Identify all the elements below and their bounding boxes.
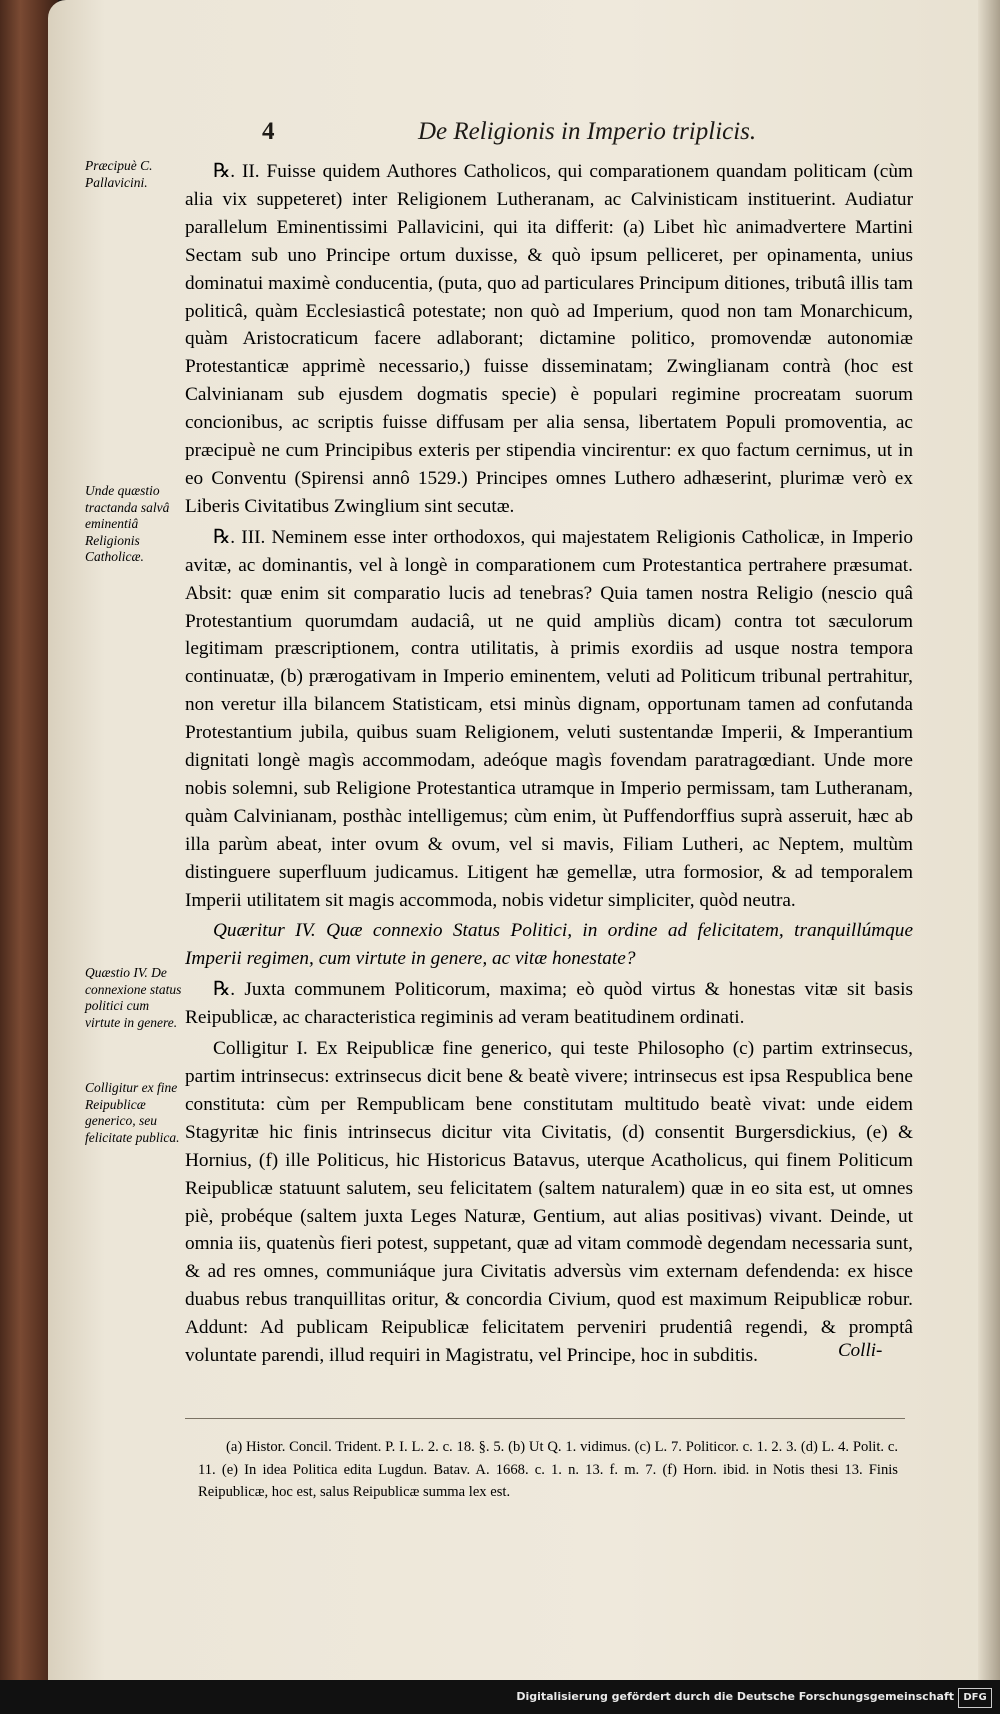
footnote-rule — [185, 1418, 905, 1419]
running-title: De Religionis in Imperio triplicis. — [418, 118, 757, 145]
funding-credit: Digitalisierung gefördert durch die Deutsche Forschungsgemeinschaft — [516, 1690, 954, 1703]
paragraph-response: ℞. Juxta communem Politicorum, maxima; eò quòd virtus & honestas vitæ sit basis Reipublicæ, ac characteristica regiminis ad veram beatitudinem ordinati. — [185, 979, 913, 1029]
page-number: 4 — [262, 118, 275, 145]
marginal-note-2: Unde quæstio tractanda salvâ eminentiâ Religionis Catholicæ. — [85, 483, 170, 564]
marginal-note-3: Quæstio IV. De connexione status politici cum virtute in genere. — [85, 965, 182, 1030]
catchword: Colli- — [838, 1340, 883, 1361]
paragraph-resp-2: ℞. II. Fuisse quidem Authores Catholicos, qui comparationem quandam politicam (cùm alia vix suppeteret) inter Religionem Lutheranam, ac Calvinisticam instituerint. Audiatur parallelum Eminentissimi Pallavicini, qui ita differit: (a) Libet hìc animadvertere Martini Sectam sub uno Principe ortum duxisse, & quò ipsum pelliceret, per opinamenta, unius dominatui maximè conducentia, (puta, quo ad particulares Principum ditiones, tributâ illis tam politicâ, quàm Ecclesiasticâ potestate; non quò ad Imperium, quod non tam Monarchicum, quàm Aristocraticum facere adlaborant; dictamine politico, promovendæ autonomiæ Protestanticæ apprimè necessario,) fuisse disseminatam; Zwinglianam contrà (hoc est Calvinianam sub ejusdem dogmatis specie) è populari regimine procreatam suorum concionibus, ac scriptis fuisse diffusam per alia sensa, libertatem Populi promoventia, ac præcipuè ne cum Principibus exteris per stipendia vincirentur: ex quo factum cernimus, ut in eo Conventu (Spirensi annô 1529.) Principes omnes Luthero adhæserint, plurimæ verò ex Liberis Civitatibus Zwinglium sint secutæ. — [185, 161, 913, 517]
page-edge-shadow — [978, 0, 1000, 1680]
marginal-note-4: Colligitur ex fine Reipublicæ generico, seu felicitate publica. — [85, 1080, 180, 1145]
dfg-logo: DFG — [958, 1688, 992, 1708]
paragraph-question-4: Quæritur IV. Quæ connexio Status Politici, in ordine ad felicitatem, tranquillúmque Imperii regimen, cum virtute in genere, ac vitæ honestate? — [185, 920, 913, 970]
digitization-footer — [0, 1680, 1000, 1714]
footnotes-text: (a) Histor. Concil. Trident. P. I. L. 2. c. 18. §. 5. (b) Ut Q. 1. vidimus. (c) L. 7. Politicor. c. 1. 2. 3. (d) L. 4. Polit. c. 11. (e) In idea Politica edita Lugdun. Batav. A. 1668. c. 1. n. 13. f. m. 7. (f) Horn. ibid. in Notis thesi 13. Finis Reipublicæ, hoc est, salus Reipublicæ summa lex est. — [198, 1439, 898, 1500]
paragraph-colligitur-1: Colligitur I. Ex Reipublicæ fine generico, qui teste Philosopho (c) partim extrinsecus, partim intrinsecus: extrinsecus dicit bene & beatè vivere; intrinsecus est ipsa Respublica bene constituta: cùm per Rempublicam bene constitutam multitudo beatè vivat: unde eidem Stagyritæ hic finis intrinsecus dicitur vita Civitatis, (d) consentit Burgersdickius, (e) & Hornius, (f) ille Politicus, hic Historicus Batavus, uterque Acatholicus, qui finem Politicum Reipublicæ statuunt salutem, seu felicitatem (saltem naturalem) quæ in eo sita est, ut omnes piè, probéque (saltem juxta Leges Naturæ, Gentium, aut alias positivas) vivant. Deinde, ut omnia iis, quatenùs fieri potest, suppetant, quæ ad vitam commodè degendam necessaria sunt, & ad res omnes, communiáque jura Civitatis adversùs vim externam defendenda: ex hisce duabus rebus tranquillitas oritur, & concordia Civium, quod est maximum Reipublicæ robur. Addunt: Ad publicam Reipublicæ felicitatem perveniri prudentiâ regendi, & promptâ voluntate parendi, illud requiri in Magistratu, vel Principe, hoc in subditis. — [185, 1038, 913, 1367]
main-text — [185, 158, 913, 1370]
paragraph-resp-3: ℞. III. Neminem esse inter orthodoxos, qui majestatem Religionis Catholicæ, in Imperio avitæ, ac dominantis, vel à longè in comparationem cum Protestantica pertrahere præsumat. Absit: quæ enim sit comparatio lucis ad tenebras? Quia tamen nostra Religio (nescio quâ Protestantium quorumdam audaciâ, ut ne quid ampliùs dicam) contra tot sæculorum legitimam præscriptionem, contra utilitatis, à primis exordiis ad usque nostra tempora continuatæ, (b) prærogativam in Imperio eminentem, veluti ad Politicum tribunal pertrahitur, non veretur illa bilancem Statisticam, etsi minùs dignam, opportunam tamen ad confutanda Protestantium jubila, quibus suam Religionem, veluti sustentandæ Imperii, & Imperantium dignitati longè magìs accommodam, adeóque magìs fovendam paratragœdiant. Unde more nobis solemni, sub Religione Protestantica utramque in Imperio permissam, tam Lutheranam, quàm Calvinianam, posthàc intelligemus; cùm enim, ùt Puffendorffius suprà asseruit, hæc ab illa parùm abeat, inter ovum & ovum, vel si mavis, Filiam Lutheri, ac Neptem, multùm distinguere superfluum judicamus. Litigent hæ gemellæ, utra formosior, & ad temporalem Imperii utilitatem sit magis accommoda, nobis videtur simpliciter, quòd neutra. — [185, 526, 913, 911]
footnotes — [198, 1436, 898, 1504]
marginal-note-1: Præcipuè C. Pallavicini. — [85, 158, 153, 190]
